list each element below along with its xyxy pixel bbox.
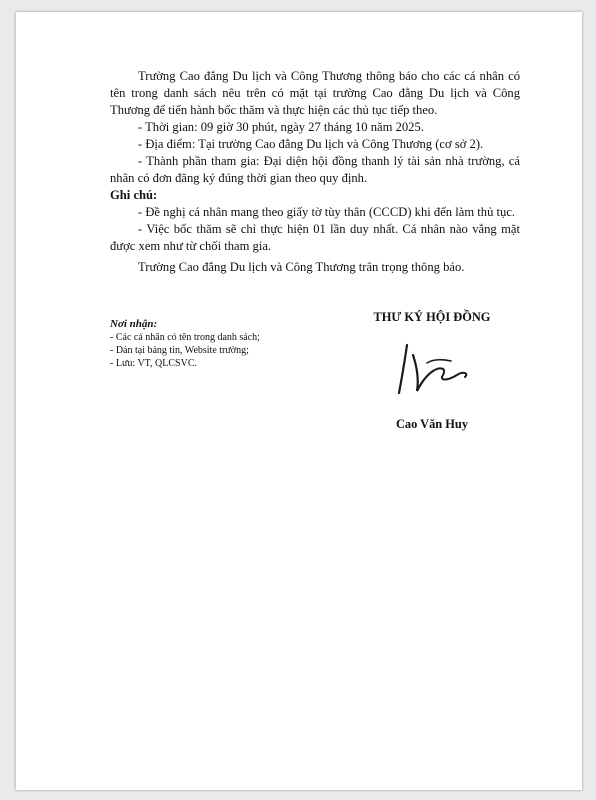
recipient-item: - Lưu: VT, QLCSVC.: [110, 358, 197, 369]
participants-line: - Thành phần tham gia: Đại diện hội đồng thanh lý tài sản nhà trường, cá nhân có đơn đăng ký đúng thời gian theo quy định.: [110, 154, 520, 185]
intro-paragraph: Trường Cao đẳng Du lịch và Công Thương thông báo cho các cá nhân có tên trong danh sách nêu trên có mặt tại trường Cao đẳng Du lịch và Công Thương để tiến hành bốc thăm và thực hiện các thủ tục tiếp theo.: [110, 69, 520, 117]
signature-block: [352, 310, 512, 432]
location-line: - Địa điểm: Tại trường Cao đẳng Du lịch và Công Thương (cơ sở 2).: [138, 137, 484, 151]
signer-name: Cao Văn Huy: [395, 417, 469, 431]
recipient-item: - Dán tại bảng tin, Website trường;: [110, 345, 249, 356]
recipients-block: [110, 318, 310, 370]
notes-title: Ghi chú:: [110, 188, 158, 202]
recipient-item: - Các cá nhân có tên trong danh sách;: [110, 332, 260, 343]
note-item: - Việc bốc thăm sẽ chỉ thực hiện 01 lần duy nhất. Cá nhân nào vắng mặt được xem như từ chối tham gia.: [110, 222, 520, 253]
recipients-title: Nơi nhận:: [110, 318, 158, 330]
time-line: - Thời gian: 09 giờ 30 phút, ngày 27 tháng 10 năm 2025.: [138, 120, 424, 134]
document-page: [16, 12, 582, 790]
document-body: [110, 68, 520, 276]
note-item: - Đề nghị cá nhân mang theo giấy tờ tùy thân (CCCD) khi đến làm thủ tục.: [138, 205, 516, 219]
closing-line: Trường Cao đẳng Du lịch và Công Thương trân trọng thông báo.: [138, 260, 465, 274]
handwritten-signature: [387, 337, 477, 399]
signer-position: THƯ KÝ HỘI ĐỒNG: [373, 310, 491, 324]
